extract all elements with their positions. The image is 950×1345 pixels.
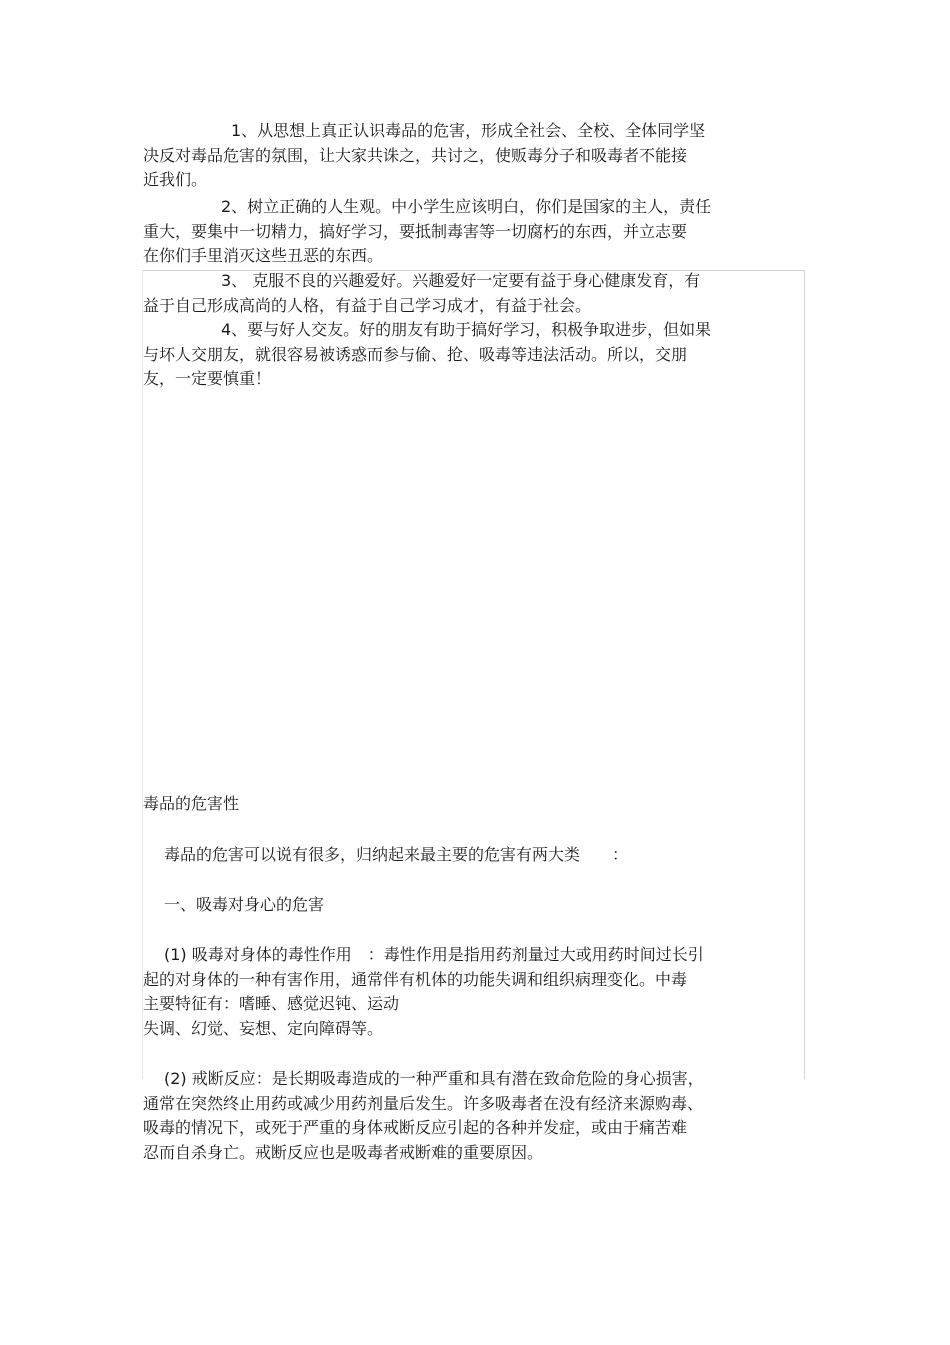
paragraph-3 <box>143 269 768 318</box>
paragraph-1 <box>143 119 768 193</box>
paragraph-2-line-1: 2、树立正确的人生观。中小学生应该明白，你们是国家的主人，责任 <box>221 197 712 216</box>
item-2-line-2: 通常在突然终止用药或减少用药剂量后发生。许多吸毒者在没有经济来源购毒、 <box>143 1093 704 1113</box>
item-2-line-1: (2) 戒断反应：是长期吸毒造成的一种严重和具有潜在致命危险的身心损害， <box>164 1069 704 1088</box>
paragraph-2 <box>143 195 768 269</box>
item-1 <box>143 943 768 1041</box>
section-title: 毒品的危害性 <box>143 794 240 813</box>
item-2 <box>143 1067 768 1165</box>
paragraph-1-line-3: 近我们。 <box>143 170 208 189</box>
item-1-line-2: 起的对身体的一种有害作用，通常伴有机体的功能失调和组织病理变化。中毒 <box>143 969 688 989</box>
paragraph-4 <box>143 318 768 392</box>
paragraph-4-line-3: 友，一定要慎重！ <box>143 369 272 388</box>
paragraph-2-line-2: 重大，要集中一切精力，搞好学习，要抵制毒害等一切腐朽的东西，并立志要 <box>143 221 688 241</box>
paragraph-3-line-2: 益于自己形成高尚的人格，有益于自己学习成才，有益于社会。 <box>143 295 592 315</box>
item-2-line-3: 吸毒的情况下，或死于严重的身体戒断反应引起的各种并发症，或由于痛苦难 <box>143 1118 688 1137</box>
paragraph-3-line-1: 3、 克服不良的兴趣爱好。兴趣爱好一定要有益于身心健康发育，有 <box>221 271 701 290</box>
item-1-line-1: (1) 吸毒对身体的毒性作用 ：毒性作用是指用药剂量过大或用药时间过长引 <box>164 945 704 964</box>
intro-text: 毒品的危害可以说有很多，归纳起来最主要的危害有两大类 ： <box>164 845 629 864</box>
item-1-line-3: 主要特征有：嗜睡、感觉迟钝、运动 <box>143 994 400 1013</box>
heading-1: 一、吸毒对身心的危害 <box>164 895 325 914</box>
paragraph-4-line-2: 与坏人交朋友，就很容易被诱惑而参与偷、抢、吸毒等违法活动。所以，交朋 <box>143 344 688 364</box>
paragraph-2-line-3: 在你们手里消灭这些丑恶的东西。 <box>143 246 384 265</box>
item-2-line-4: 忍而自杀身亡。戒断反应也是吸毒者戒断难的重要原因。 <box>143 1142 544 1162</box>
paragraph-1-line-2: 决反对毒品危害的氛围，让大家共诛之，共讨之，使贩毒分子和吸毒者不能接 <box>143 145 688 165</box>
item-1-line-4: 失调、幻觉、妄想、定向障碍等。 <box>143 1018 384 1038</box>
paragraph-1-line-1: 1、从思想上真正认识毒品的危害，形成全社会、全校、全体同学坚 <box>231 121 706 140</box>
paragraph-4-line-1: 4、要与好人交友。好的朋友有助于搞好学习，积极争取进步，但如果 <box>221 320 712 339</box>
